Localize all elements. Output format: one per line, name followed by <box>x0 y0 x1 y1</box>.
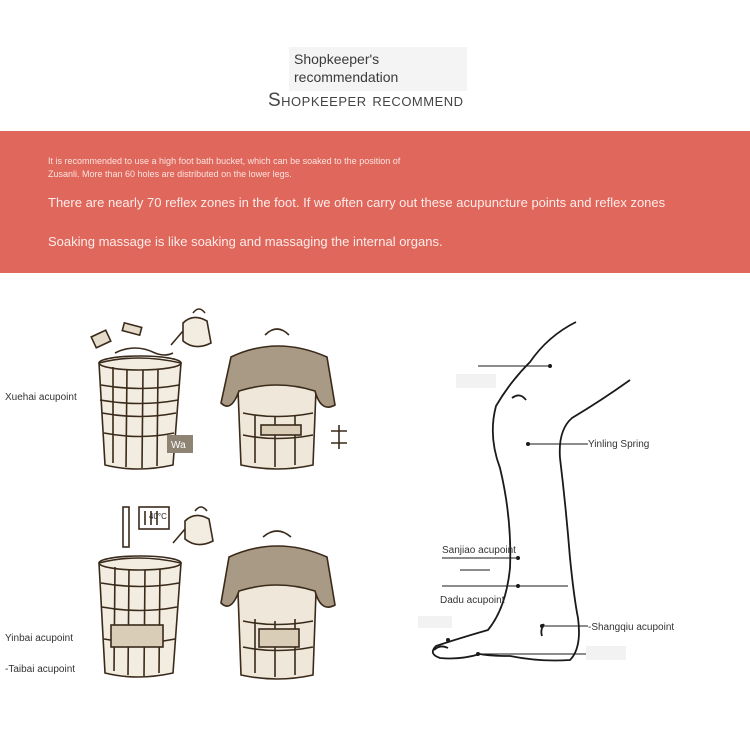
label-taibai: -Taibai acupoint <box>5 664 76 675</box>
blurred-label-toe <box>418 616 452 628</box>
blurred-label-knee <box>456 374 496 388</box>
label-shangqiu: -Shangqiu acupoint <box>588 622 675 633</box>
label-xuehai: Xuehai acupoint <box>5 392 77 403</box>
label-yinling: Yinling Spring <box>588 439 650 450</box>
info-band <box>0 131 750 273</box>
warm-water-tag: Wa <box>171 440 186 451</box>
band-line-reflex: There are nearly 70 reflex zones in the foot. If we often carry out these acupuncture points and reflex zones <box>48 195 666 210</box>
label-dadu: Dadu acupoint <box>440 595 505 606</box>
bucket-bottom-left <box>99 507 213 677</box>
bucket-bottom-right <box>221 531 335 679</box>
blurred-label-heel <box>586 646 626 660</box>
recommendation-text: Shopkeeper's recommendation <box>294 51 399 85</box>
label-sanjiao: Sanjiao acupoint <box>442 545 516 556</box>
band-small-text: It is recommended to use a high foot bath bucket, which can be soaked to the position of Zusanli. More than 60 holes are distributed on the lower legs. <box>48 156 401 179</box>
thermometer-label: 40°C <box>149 512 167 521</box>
label-yinbai: Yinbai acupoint <box>5 633 74 644</box>
band-line-soaking: Soaking massage is like soaking and massaging the internal organs. <box>48 234 443 249</box>
recommendation-tag <box>289 47 467 91</box>
bucket-top-left <box>91 309 211 469</box>
foot-bath-illustration <box>65 295 365 695</box>
bucket-drawings <box>65 295 365 695</box>
leg-diagram <box>420 318 730 678</box>
bucket-top-right <box>221 329 347 469</box>
section-title: Shopkeeper recommend <box>268 90 464 111</box>
leg-outline <box>420 318 730 678</box>
